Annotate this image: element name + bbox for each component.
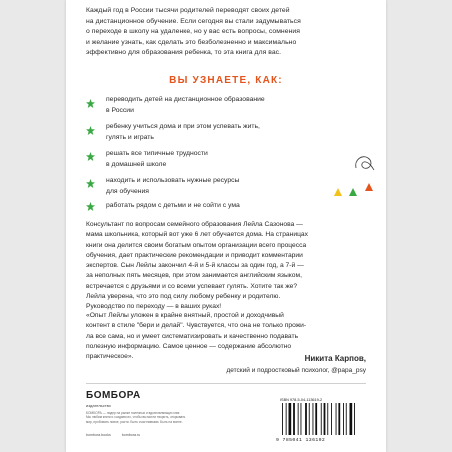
- barcode-bar: [338, 403, 340, 435]
- author-name: Никита Карпов,: [304, 354, 366, 363]
- intro-line: на дистанционное обучение. Если сегодня вы стали задумываться: [86, 17, 301, 25]
- doodle-triangle-green-icon: [349, 188, 357, 196]
- quote-line: контент в стиле "бери и делай". Чувствуется, что она не только прожи-: [86, 322, 307, 330]
- divider: [86, 383, 366, 384]
- list-item-line: ребенку учиться дома и при этом успевать жить,: [106, 123, 260, 130]
- list-item: [106, 95, 346, 116]
- barcode-bar: [336, 403, 337, 435]
- barcode-bar: [350, 403, 353, 435]
- paragraph-line: обучения, дает практические рекомендации и приводит комментарии: [86, 251, 303, 259]
- barcode-bar: [346, 403, 347, 435]
- list-item-line: решать все типичные трудности: [106, 150, 208, 157]
- intro-line: эффективно для образования ребенка, то эта книга для вас.: [86, 49, 282, 57]
- quote-line: ла все сама, но и умеет систематизировать и качественно подавать: [86, 332, 299, 340]
- list-item: [106, 149, 346, 170]
- quote-line: практическое».: [86, 353, 134, 361]
- paragraph-line: мама школьника, который вот уже 6 лет обучается дома. На страницах: [86, 231, 308, 239]
- barcode-bar: [315, 403, 317, 435]
- barcode-bar: [289, 403, 292, 435]
- intro-line: о переходе в школу на удаленке, но у вас есть вопросы, сомнения: [86, 28, 300, 36]
- list-item-line: в России: [106, 106, 134, 114]
- book-back-cover: [66, 0, 386, 452]
- list-item-line: переводить детей на дистанционное образование: [106, 96, 265, 103]
- barcode-bar: [324, 403, 326, 435]
- paragraph-line: книги она делится своим богатым опытом организации всего процесса: [86, 241, 307, 249]
- description-paragraph: [86, 220, 374, 313]
- list-item: [106, 176, 346, 197]
- barcode-bar: [293, 403, 295, 435]
- paragraph-line: Консультант по вопросам семейного образования Лейла Сазонова —: [86, 221, 303, 228]
- fine-print-line: мир, пробовать новое, расти. Быть счастливыми. Быть на волне.: [86, 419, 183, 424]
- list-item-line: работать рядом с детьми и не сойти с ума: [106, 202, 240, 209]
- publisher-logo: БОМБОРА: [86, 390, 141, 401]
- list-item-line: гулять и играть: [106, 133, 154, 141]
- list-item-line: в домашней школе: [106, 160, 167, 168]
- barcode-digits: 9 785041 136192: [276, 438, 326, 443]
- barcode-bar: [298, 403, 299, 435]
- barcode-bar: [321, 403, 322, 435]
- social-link[interactable]: bombora.books: [86, 433, 111, 437]
- barcode-bar: [286, 403, 287, 435]
- paragraph-line: встречается с друзьями и со всеми успевает гулять. Хотите так же?: [86, 282, 298, 290]
- doodle-swirl-icon: [352, 152, 378, 176]
- barcode-bar: [309, 403, 310, 435]
- paragraph-line: Лейла уверена, что это под силу любому ребенку и родителю.: [86, 293, 281, 301]
- paragraph-line: за неполных пять месяцев, при этом занимается английским языком,: [86, 272, 302, 280]
- star-bullet-icon: [86, 152, 95, 161]
- star-bullet-icon: [86, 99, 95, 108]
- star-bullet-icon: [86, 202, 95, 211]
- barcode-bar: [305, 403, 307, 435]
- star-bullet-icon: [86, 126, 95, 135]
- intro-line: и желание узнать, как сделать это безболезненно и максимально: [86, 38, 297, 46]
- list-item-line: для обучения: [106, 187, 149, 195]
- learn-heading: ВЫ УЗНАЕТЕ, КАК:: [169, 75, 283, 86]
- website-link[interactable]: bombora.ru: [121, 433, 141, 437]
- publisher-socials: [86, 433, 150, 437]
- paragraph-line: Руководство по переходу — в ваших руках!: [86, 303, 222, 311]
- star-bullet-icon: [86, 179, 95, 188]
- barcode-bar: [331, 403, 332, 435]
- quote-author: [226, 353, 366, 376]
- barcode-bar: [301, 403, 302, 435]
- barcode-bar: [327, 403, 328, 435]
- list-item-line: находить и использовать нужные ресурсы: [106, 177, 240, 184]
- barcode-bar: [354, 403, 355, 435]
- author-role: детский и подростковый психолог, @papa_psy: [226, 367, 366, 374]
- fine-print-line: БОМБОРА — лидер на рынке полезных и вдохновляющих книг.: [86, 411, 181, 415]
- barcode: [280, 403, 360, 437]
- list-item: [106, 122, 346, 143]
- quote-line: «Опыт Лейлы уложен в крайне внятный, простой и доходчивый: [86, 312, 284, 319]
- quote-line: полезную информацию. Самое ценное — содержание абсолютно: [86, 342, 292, 350]
- barcode-bar: [313, 403, 314, 435]
- list-item: [106, 201, 346, 212]
- doodle-triangle-red-icon: [365, 183, 373, 191]
- intro-text: [86, 6, 378, 59]
- publisher-subtitle: издательство: [86, 403, 111, 408]
- intro-line: Каждый год в России тысячи родителей переводят своих детей: [86, 7, 290, 14]
- fine-print-line: Мы любим книги и создаем их, чтобы вы могли творить, открывать: [86, 415, 186, 420]
- publisher-fine-print: [86, 411, 251, 424]
- paragraph-line: экспертов. Сын Лейлы закончил 4-й и 5-й классы за один год, а 7-й —: [86, 262, 304, 270]
- barcode-bar: [343, 403, 344, 435]
- isbn-label: ISBN 978-5-04-113619-2: [280, 398, 323, 402]
- barcode-bar: [282, 403, 283, 435]
